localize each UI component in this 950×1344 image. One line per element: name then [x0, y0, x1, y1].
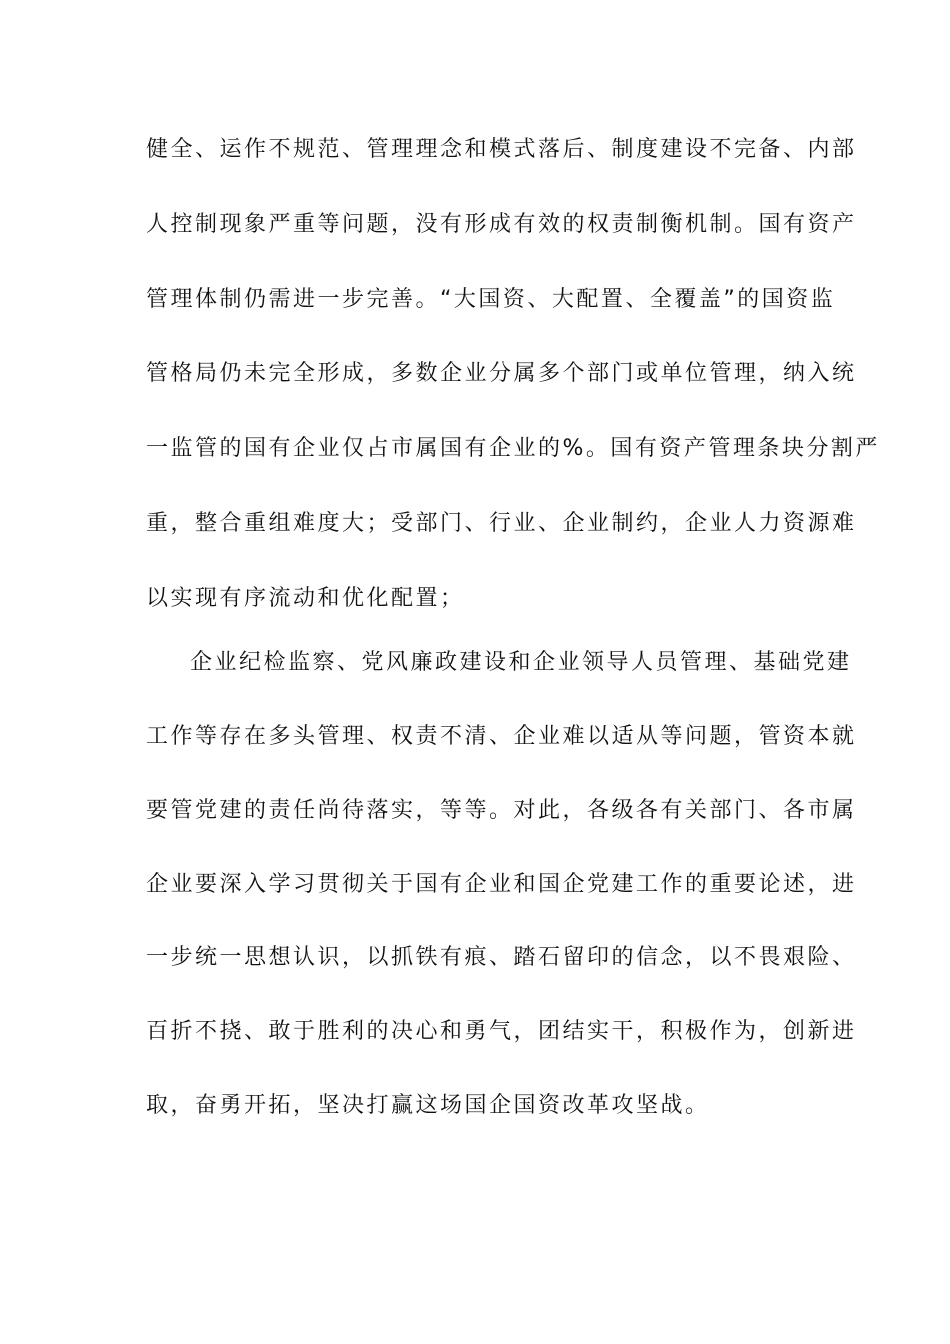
paragraph-2-line-2: 工作等存在多头管理、权责不清、企业难以适从等问题，管资本就 — [146, 724, 857, 749]
paragraph-1-line-1: 健全、运作不规范、管理理念和模式落后、制度建设不完备、内部 — [146, 137, 857, 162]
paragraph-2-line-6: 百折不挠、敢于胜利的决心和勇气，团结实干，积极作为，创新进 — [146, 1019, 857, 1044]
paragraph-1-line-6: 重，整合重组难度大；受部门、行业、企业制约，企业人力资源难 — [146, 511, 857, 536]
paragraph-2-line-4: 企业要深入学习贯彻关于国有企业和国企党建工作的重要论述，进 — [146, 872, 857, 897]
paragraph-1-line-7: 以实现有序流动和优化配置； — [146, 586, 465, 611]
paragraph-2-line-3: 要管党建的责任尚待落实，等等。对此，各级各有关部门、各市属 — [146, 798, 857, 823]
paragraph-1-line-3: 管理体制仍需进一步完善。“大国资、大配置、全覆盖”的国资监 — [146, 287, 836, 312]
paragraph-2-line-7: 取，奋勇开拓，坚决打赢这场国企国资改革攻坚战。 — [146, 1093, 710, 1118]
paragraph-1-line-5: 一监管的国有企业仅占市属国有企业的%。国有资产管理条块分割严 — [146, 436, 880, 461]
paragraph-2-line-5: 一步统一思想认识，以抓铁有痕、踏石留印的信念，以不畏艰险、 — [146, 945, 857, 970]
paragraph-1-line-4: 管格局仍未完全形成，多数企业分属多个部门或单位管理，纳入统 — [146, 361, 857, 386]
paragraph-1-line-2: 人控制现象严重等问题，没有形成有效的权责制衡机制。国有资产 — [146, 212, 857, 237]
paragraph-2-line-1: 企业纪检监察、党风廉政建设和企业领导人员管理、基础党建 — [190, 650, 852, 675]
